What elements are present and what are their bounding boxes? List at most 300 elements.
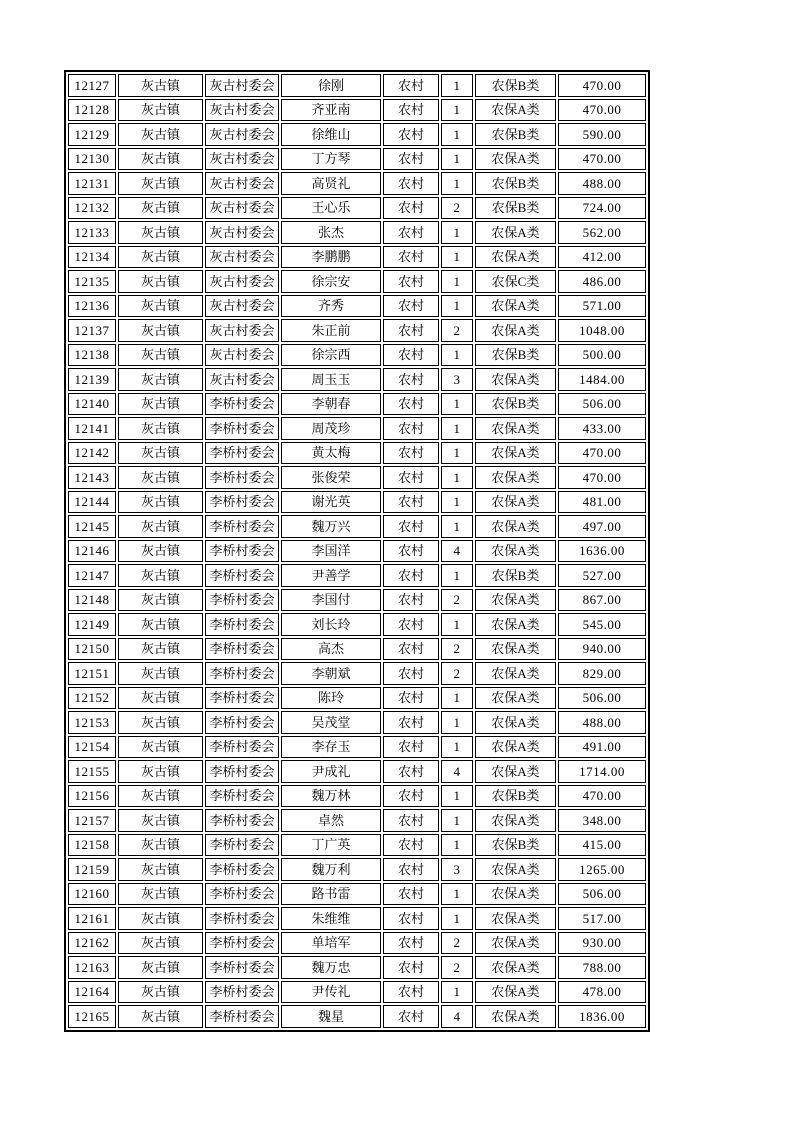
- cell-village-committee: 李桥村委会: [205, 564, 279, 587]
- table-row: [68, 809, 646, 832]
- cell-insurance-category: 农保C类: [475, 270, 556, 293]
- cell-person-count: 1: [441, 270, 473, 293]
- cell-residence-type: 农村: [383, 270, 439, 293]
- cell-village-committee: 灰古村委会: [205, 295, 279, 318]
- cell-insurance-category: 农保A类: [475, 99, 556, 122]
- cell-amount: 488.00: [558, 172, 646, 195]
- cell-insurance-category: 农保A类: [475, 858, 556, 881]
- cell-amount: 491.00: [558, 736, 646, 759]
- cell-village-committee: 李桥村委会: [205, 613, 279, 636]
- cell-amount: 470.00: [558, 148, 646, 171]
- cell-amount: 488.00: [558, 711, 646, 734]
- cell-town: 灰古镇: [118, 932, 203, 955]
- cell-village-committee: 李桥村委会: [205, 589, 279, 612]
- cell-serial-number: 12156: [68, 785, 116, 808]
- table-row: [68, 589, 646, 612]
- table-row: [68, 172, 646, 195]
- cell-person-count: 1: [441, 907, 473, 930]
- cell-amount: 545.00: [558, 613, 646, 636]
- cell-residence-type: 农村: [383, 319, 439, 342]
- cell-town: 灰古镇: [118, 393, 203, 416]
- cell-village-committee: 灰古村委会: [205, 148, 279, 171]
- cell-residence-type: 农村: [383, 638, 439, 661]
- cell-serial-number: 12130: [68, 148, 116, 171]
- cell-insurance-category: 农保A类: [475, 442, 556, 465]
- cell-amount: 470.00: [558, 74, 646, 97]
- table-row: [68, 907, 646, 930]
- cell-serial-number: 12132: [68, 197, 116, 220]
- cell-residence-type: 农村: [383, 442, 439, 465]
- cell-residence-type: 农村: [383, 613, 439, 636]
- cell-person-name: 李朝斌: [281, 662, 381, 685]
- table-row: [68, 197, 646, 220]
- cell-village-committee: 李桥村委会: [205, 809, 279, 832]
- cell-insurance-category: 农保A类: [475, 589, 556, 612]
- cell-serial-number: 12142: [68, 442, 116, 465]
- table-row: [68, 711, 646, 734]
- table-row: [68, 932, 646, 955]
- cell-insurance-category: 农保B类: [475, 344, 556, 367]
- cell-person-count: 1: [441, 883, 473, 906]
- table-row: [68, 834, 646, 857]
- table-row: [68, 270, 646, 293]
- cell-amount: 506.00: [558, 393, 646, 416]
- cell-insurance-category: 农保B类: [475, 74, 556, 97]
- cell-person-count: 1: [441, 442, 473, 465]
- cell-amount: 829.00: [558, 662, 646, 685]
- cell-town: 灰古镇: [118, 809, 203, 832]
- cell-insurance-category: 农保A类: [475, 711, 556, 734]
- cell-amount: 940.00: [558, 638, 646, 661]
- cell-residence-type: 农村: [383, 1005, 439, 1028]
- cell-town: 灰古镇: [118, 540, 203, 563]
- cell-insurance-category: 农保A类: [475, 491, 556, 514]
- cell-amount: 348.00: [558, 809, 646, 832]
- cell-serial-number: 12141: [68, 417, 116, 440]
- cell-person-name: 吴茂堂: [281, 711, 381, 734]
- cell-serial-number: 12146: [68, 540, 116, 563]
- cell-residence-type: 农村: [383, 491, 439, 514]
- cell-insurance-category: 农保A类: [475, 956, 556, 979]
- cell-town: 灰古镇: [118, 956, 203, 979]
- cell-person-name: 李国洋: [281, 540, 381, 563]
- table-row: [68, 1005, 646, 1028]
- cell-amount: 1048.00: [558, 319, 646, 342]
- cell-serial-number: 12162: [68, 932, 116, 955]
- cell-person-name: 高杰: [281, 638, 381, 661]
- table-row: [68, 785, 646, 808]
- cell-person-name: 周茂珍: [281, 417, 381, 440]
- cell-residence-type: 农村: [383, 295, 439, 318]
- cell-insurance-category: 农保A类: [475, 662, 556, 685]
- cell-serial-number: 12143: [68, 466, 116, 489]
- table-row: [68, 564, 646, 587]
- cell-residence-type: 农村: [383, 99, 439, 122]
- cell-village-committee: 灰古村委会: [205, 270, 279, 293]
- cell-serial-number: 12138: [68, 344, 116, 367]
- cell-residence-type: 农村: [383, 736, 439, 759]
- cell-town: 灰古镇: [118, 295, 203, 318]
- table-row: [68, 956, 646, 979]
- cell-residence-type: 农村: [383, 123, 439, 146]
- cell-serial-number: 12164: [68, 981, 116, 1004]
- cell-person-name: 黄太梅: [281, 442, 381, 465]
- table-row: [68, 246, 646, 269]
- cell-person-count: 1: [441, 736, 473, 759]
- cell-town: 灰古镇: [118, 907, 203, 930]
- table-row: [68, 393, 646, 416]
- cell-amount: 470.00: [558, 466, 646, 489]
- cell-town: 灰古镇: [118, 197, 203, 220]
- cell-amount: 481.00: [558, 491, 646, 514]
- cell-serial-number: 12158: [68, 834, 116, 857]
- cell-village-committee: 灰古村委会: [205, 221, 279, 244]
- cell-serial-number: 12145: [68, 515, 116, 538]
- cell-town: 灰古镇: [118, 442, 203, 465]
- insurance-roster-table: [64, 70, 650, 1032]
- cell-village-committee: 李桥村委会: [205, 442, 279, 465]
- cell-village-committee: 李桥村委会: [205, 515, 279, 538]
- cell-town: 灰古镇: [118, 319, 203, 342]
- cell-person-name: 单培军: [281, 932, 381, 955]
- cell-person-count: 1: [441, 466, 473, 489]
- cell-village-committee: 李桥村委会: [205, 956, 279, 979]
- cell-person-name: 王心乐: [281, 197, 381, 220]
- table-row: [68, 760, 646, 783]
- cell-serial-number: 12165: [68, 1005, 116, 1028]
- cell-village-committee: 李桥村委会: [205, 638, 279, 661]
- cell-village-committee: 李桥村委会: [205, 687, 279, 710]
- cell-person-name: 陈玲: [281, 687, 381, 710]
- cell-residence-type: 农村: [383, 687, 439, 710]
- cell-town: 灰古镇: [118, 491, 203, 514]
- cell-person-count: 2: [441, 662, 473, 685]
- cell-village-committee: 灰古村委会: [205, 74, 279, 97]
- table-row: [68, 638, 646, 661]
- cell-village-committee: 李桥村委会: [205, 393, 279, 416]
- cell-town: 灰古镇: [118, 99, 203, 122]
- cell-amount: 1265.00: [558, 858, 646, 881]
- cell-town: 灰古镇: [118, 148, 203, 171]
- cell-residence-type: 农村: [383, 907, 439, 930]
- cell-person-count: 1: [441, 687, 473, 710]
- cell-person-name: 徐宗安: [281, 270, 381, 293]
- cell-person-count: 1: [441, 564, 473, 587]
- cell-amount: 788.00: [558, 956, 646, 979]
- cell-village-committee: 李桥村委会: [205, 932, 279, 955]
- cell-person-name: 齐秀: [281, 295, 381, 318]
- cell-residence-type: 农村: [383, 883, 439, 906]
- cell-amount: 527.00: [558, 564, 646, 587]
- cell-amount: 486.00: [558, 270, 646, 293]
- cell-amount: 1836.00: [558, 1005, 646, 1028]
- cell-village-committee: 灰古村委会: [205, 197, 279, 220]
- table-row: [68, 687, 646, 710]
- cell-serial-number: 12135: [68, 270, 116, 293]
- cell-residence-type: 农村: [383, 197, 439, 220]
- cell-person-count: 1: [441, 515, 473, 538]
- cell-person-name: 周玉玉: [281, 368, 381, 391]
- table-row: [68, 736, 646, 759]
- cell-village-committee: 李桥村委会: [205, 662, 279, 685]
- cell-serial-number: 12160: [68, 883, 116, 906]
- cell-serial-number: 12153: [68, 711, 116, 734]
- cell-insurance-category: 农保B类: [475, 834, 556, 857]
- cell-amount: 470.00: [558, 442, 646, 465]
- cell-serial-number: 12140: [68, 393, 116, 416]
- cell-residence-type: 农村: [383, 246, 439, 269]
- cell-village-committee: 灰古村委会: [205, 368, 279, 391]
- cell-person-name: 谢光英: [281, 491, 381, 514]
- table-row: [68, 417, 646, 440]
- cell-village-committee: 李桥村委会: [205, 417, 279, 440]
- cell-person-name: 李朝春: [281, 393, 381, 416]
- cell-residence-type: 农村: [383, 393, 439, 416]
- cell-residence-type: 农村: [383, 540, 439, 563]
- cell-person-name: 路书雷: [281, 883, 381, 906]
- cell-insurance-category: 农保A类: [475, 295, 556, 318]
- cell-person-count: 2: [441, 638, 473, 661]
- cell-village-committee: 李桥村委会: [205, 858, 279, 881]
- cell-insurance-category: 农保A类: [475, 932, 556, 955]
- cell-person-name: 李国付: [281, 589, 381, 612]
- table-body: [68, 74, 646, 1028]
- cell-serial-number: 12150: [68, 638, 116, 661]
- cell-residence-type: 农村: [383, 564, 439, 587]
- cell-residence-type: 农村: [383, 809, 439, 832]
- cell-person-name: 徐宗西: [281, 344, 381, 367]
- cell-town: 灰古镇: [118, 564, 203, 587]
- cell-town: 灰古镇: [118, 515, 203, 538]
- cell-serial-number: 12161: [68, 907, 116, 930]
- cell-person-count: 2: [441, 956, 473, 979]
- cell-village-committee: 李桥村委会: [205, 711, 279, 734]
- cell-amount: 1714.00: [558, 760, 646, 783]
- cell-person-name: 刘长玲: [281, 613, 381, 636]
- cell-insurance-category: 农保A类: [475, 760, 556, 783]
- cell-person-count: 2: [441, 197, 473, 220]
- table-row: [68, 221, 646, 244]
- cell-person-name: 魏万利: [281, 858, 381, 881]
- table-row: [68, 148, 646, 171]
- cell-person-count: 2: [441, 319, 473, 342]
- cell-amount: 724.00: [558, 197, 646, 220]
- cell-serial-number: 12152: [68, 687, 116, 710]
- cell-person-name: 丁广英: [281, 834, 381, 857]
- cell-amount: 500.00: [558, 344, 646, 367]
- cell-person-count: 1: [441, 172, 473, 195]
- cell-person-count: 1: [441, 74, 473, 97]
- cell-town: 灰古镇: [118, 466, 203, 489]
- cell-insurance-category: 农保A类: [475, 319, 556, 342]
- cell-person-count: 3: [441, 368, 473, 391]
- cell-person-name: 朱正前: [281, 319, 381, 342]
- cell-amount: 517.00: [558, 907, 646, 930]
- cell-person-name: 徐刚: [281, 74, 381, 97]
- cell-person-count: 1: [441, 711, 473, 734]
- cell-village-committee: 李桥村委会: [205, 1005, 279, 1028]
- table-row: [68, 295, 646, 318]
- cell-serial-number: 12129: [68, 123, 116, 146]
- cell-village-committee: 李桥村委会: [205, 883, 279, 906]
- cell-insurance-category: 农保B类: [475, 393, 556, 416]
- cell-serial-number: 12159: [68, 858, 116, 881]
- cell-village-committee: 李桥村委会: [205, 785, 279, 808]
- cell-insurance-category: 农保A类: [475, 466, 556, 489]
- cell-serial-number: 12139: [68, 368, 116, 391]
- cell-person-count: 1: [441, 221, 473, 244]
- cell-town: 灰古镇: [118, 368, 203, 391]
- cell-serial-number: 12151: [68, 662, 116, 685]
- cell-person-name: 尹成礼: [281, 760, 381, 783]
- cell-insurance-category: 农保B类: [475, 785, 556, 808]
- cell-insurance-category: 农保A类: [475, 417, 556, 440]
- cell-residence-type: 农村: [383, 466, 439, 489]
- cell-village-committee: 李桥村委会: [205, 907, 279, 930]
- cell-person-count: 1: [441, 344, 473, 367]
- cell-person-count: 1: [441, 834, 473, 857]
- cell-person-name: 魏万兴: [281, 515, 381, 538]
- cell-town: 灰古镇: [118, 981, 203, 1004]
- cell-village-committee: 李桥村委会: [205, 540, 279, 563]
- cell-person-count: 1: [441, 246, 473, 269]
- cell-insurance-category: 农保A类: [475, 638, 556, 661]
- cell-person-count: 1: [441, 613, 473, 636]
- cell-town: 灰古镇: [118, 834, 203, 857]
- cell-amount: 590.00: [558, 123, 646, 146]
- cell-person-count: 4: [441, 1005, 473, 1028]
- cell-insurance-category: 农保A类: [475, 809, 556, 832]
- table-row: [68, 368, 646, 391]
- cell-village-committee: 灰古村委会: [205, 99, 279, 122]
- cell-village-committee: 灰古村委会: [205, 319, 279, 342]
- cell-person-count: 4: [441, 760, 473, 783]
- cell-insurance-category: 农保A类: [475, 687, 556, 710]
- cell-town: 灰古镇: [118, 417, 203, 440]
- cell-serial-number: 12136: [68, 295, 116, 318]
- cell-village-committee: 李桥村委会: [205, 736, 279, 759]
- cell-amount: 506.00: [558, 883, 646, 906]
- cell-amount: 867.00: [558, 589, 646, 612]
- cell-village-committee: 灰古村委会: [205, 246, 279, 269]
- cell-residence-type: 农村: [383, 932, 439, 955]
- cell-person-count: 3: [441, 858, 473, 881]
- cell-insurance-category: 农保A类: [475, 883, 556, 906]
- cell-residence-type: 农村: [383, 956, 439, 979]
- cell-village-committee: 李桥村委会: [205, 466, 279, 489]
- cell-serial-number: 12147: [68, 564, 116, 587]
- table-row: [68, 883, 646, 906]
- cell-insurance-category: 农保A类: [475, 221, 556, 244]
- cell-village-committee: 李桥村委会: [205, 760, 279, 783]
- cell-residence-type: 农村: [383, 368, 439, 391]
- cell-town: 灰古镇: [118, 1005, 203, 1028]
- cell-insurance-category: 农保B类: [475, 564, 556, 587]
- cell-amount: 470.00: [558, 99, 646, 122]
- cell-town: 灰古镇: [118, 246, 203, 269]
- cell-town: 灰古镇: [118, 736, 203, 759]
- cell-person-count: 1: [441, 148, 473, 171]
- cell-person-name: 尹传礼: [281, 981, 381, 1004]
- cell-serial-number: 12144: [68, 491, 116, 514]
- table-row: [68, 344, 646, 367]
- cell-amount: 497.00: [558, 515, 646, 538]
- cell-residence-type: 农村: [383, 148, 439, 171]
- cell-person-name: 李存玉: [281, 736, 381, 759]
- table-row: [68, 442, 646, 465]
- cell-serial-number: 12128: [68, 99, 116, 122]
- cell-person-count: 2: [441, 932, 473, 955]
- cell-amount: 433.00: [558, 417, 646, 440]
- cell-village-committee: 李桥村委会: [205, 834, 279, 857]
- table-row: [68, 319, 646, 342]
- table-row: [68, 540, 646, 563]
- cell-residence-type: 农村: [383, 760, 439, 783]
- cell-serial-number: 12148: [68, 589, 116, 612]
- cell-insurance-category: 农保A类: [475, 981, 556, 1004]
- cell-person-name: 张杰: [281, 221, 381, 244]
- table-row: [68, 74, 646, 97]
- cell-person-count: 1: [441, 393, 473, 416]
- cell-person-name: 卓然: [281, 809, 381, 832]
- cell-residence-type: 农村: [383, 785, 439, 808]
- cell-town: 灰古镇: [118, 785, 203, 808]
- cell-residence-type: 农村: [383, 417, 439, 440]
- cell-town: 灰古镇: [118, 711, 203, 734]
- cell-person-name: 齐亚南: [281, 99, 381, 122]
- table-row: [68, 981, 646, 1004]
- cell-town: 灰古镇: [118, 662, 203, 685]
- cell-person-name: 魏星: [281, 1005, 381, 1028]
- cell-village-committee: 灰古村委会: [205, 172, 279, 195]
- cell-insurance-category: 农保B类: [475, 172, 556, 195]
- cell-insurance-category: 农保B类: [475, 123, 556, 146]
- cell-insurance-category: 农保A类: [475, 368, 556, 391]
- cell-residence-type: 农村: [383, 834, 439, 857]
- cell-town: 灰古镇: [118, 638, 203, 661]
- cell-person-count: 1: [441, 123, 473, 146]
- cell-amount: 1636.00: [558, 540, 646, 563]
- cell-insurance-category: 农保B类: [475, 197, 556, 220]
- table-row: [68, 613, 646, 636]
- table-row: [68, 491, 646, 514]
- cell-residence-type: 农村: [383, 589, 439, 612]
- cell-town: 灰古镇: [118, 344, 203, 367]
- cell-person-count: 1: [441, 99, 473, 122]
- cell-person-count: 1: [441, 491, 473, 514]
- cell-person-count: 1: [441, 785, 473, 808]
- cell-serial-number: 12137: [68, 319, 116, 342]
- cell-serial-number: 12155: [68, 760, 116, 783]
- table-row: [68, 123, 646, 146]
- cell-town: 灰古镇: [118, 74, 203, 97]
- cell-amount: 506.00: [558, 687, 646, 710]
- cell-person-name: 李鹏鹏: [281, 246, 381, 269]
- cell-insurance-category: 农保A类: [475, 907, 556, 930]
- cell-person-count: 2: [441, 589, 473, 612]
- cell-person-name: 丁方琴: [281, 148, 381, 171]
- cell-residence-type: 农村: [383, 74, 439, 97]
- cell-residence-type: 农村: [383, 515, 439, 538]
- cell-person-name: 张俊荣: [281, 466, 381, 489]
- cell-amount: 562.00: [558, 221, 646, 244]
- cell-serial-number: 12154: [68, 736, 116, 759]
- cell-insurance-category: 农保A类: [475, 246, 556, 269]
- cell-amount: 1484.00: [558, 368, 646, 391]
- cell-residence-type: 农村: [383, 858, 439, 881]
- cell-person-name: 魏万忠: [281, 956, 381, 979]
- cell-town: 灰古镇: [118, 613, 203, 636]
